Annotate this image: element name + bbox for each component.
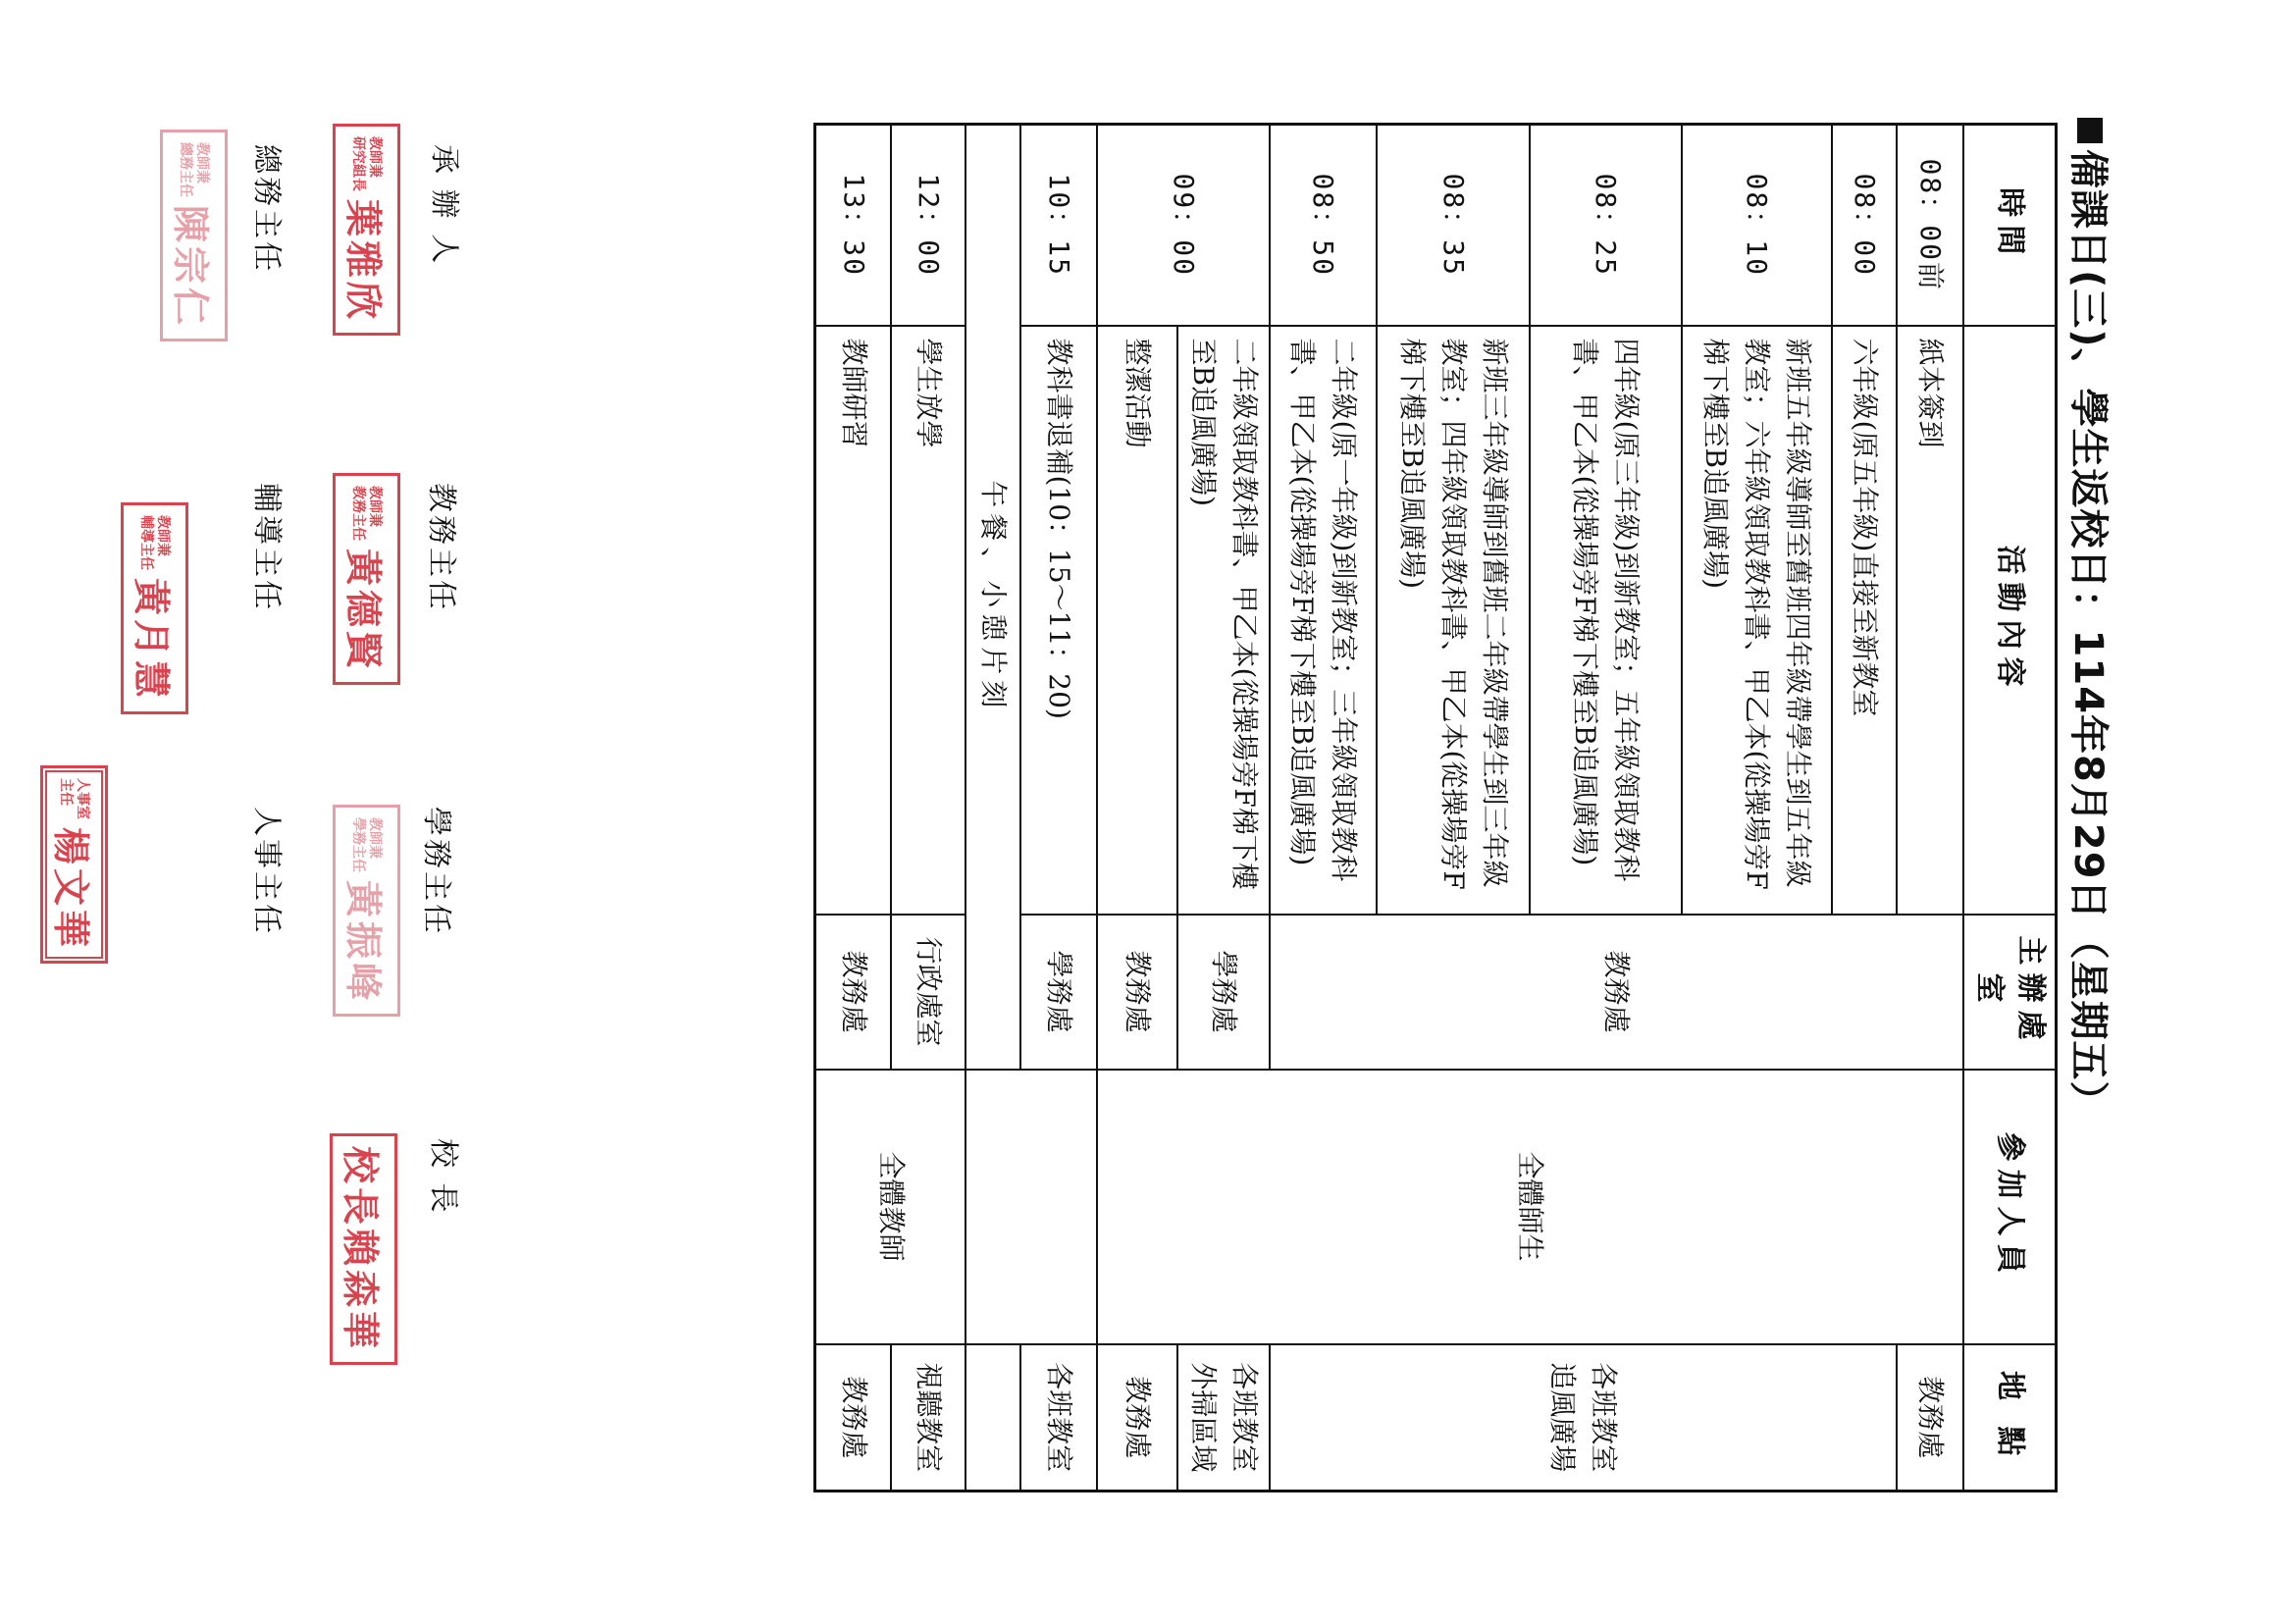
location-cell: 教務處 [1097,1344,1177,1492]
office-cell: 教務處 [1270,915,1963,1070]
signature-label: 教務主任 [424,483,458,612]
signature-label: 輔導主任 [249,483,284,612]
location-cell: 各班教室追風廣場 [1270,1344,1897,1492]
signature-label: 承 辦 人 [427,144,461,267]
signature-label: 學務主任 [419,807,453,936]
time-cell: 08：50 [1270,125,1377,326]
time-cell: 08：25 [1530,125,1682,326]
seal-stamp: 教師兼 研究組長 葉雅欣 [333,124,400,336]
office-cell: 學務處 [1020,915,1097,1070]
seal-stamp: 教師兼 教務主任 黃德賢 [333,473,400,685]
activity-cell: 二年級領取教科書、甲乙本(從操場旁F梯下樓至B追風廣場) [1177,326,1270,915]
page-title: 備課日(三)、學生返校日：114年8月29日（星期五） [2063,118,2119,1122]
seal-stamp: 人事室 主任 楊文華 [40,765,108,964]
activity-cell: 教師研習 [815,326,891,915]
time-cell: 09：00 [1097,125,1270,326]
header-participants: 參加人員 [1963,1070,2057,1344]
office-cell: 教務處 [1097,915,1177,1070]
location-cell: 教務處 [815,1344,891,1492]
activity-cell: 整潔活動 [1097,326,1177,915]
header-office: 主辦處室 [1963,915,2057,1070]
location-cell: 教務處 [1897,1344,1963,1492]
signature-label: 人事主任 [249,807,284,936]
activity-cell: 六年級(原五年級)直接至新教室 [1832,326,1897,915]
time-cell: 13：30 [815,125,891,326]
location-cell: 各班教室外掃區域 [1177,1344,1270,1492]
activity-cell: 新班五年級導師至舊班四年級帶學生到五年級教室；六年級領取教科書、甲乙本(從操場旁F梯下樓至B追風廣場) [1682,326,1832,915]
time-cell: 10：15 [1020,125,1097,326]
activity-cell: 新班三年級導師到舊班二年級帶學生到三年級教室；四年級領取教科書、甲乙本(從操場旁F梯下樓至B追風廣場) [1377,326,1530,915]
seal-stamp: 教師兼 輔導主任 黃月慧 [121,502,188,714]
location-cell: 各班教室 [1020,1344,1097,1492]
office-cell: 行政處室 [891,915,965,1070]
time-cell: 08：10 [1682,125,1832,326]
activity-cell: 教科書退補(10：15～11：20) [1020,326,1097,915]
time-cell: 12：00 [891,125,965,326]
location-cell: 視聽教室 [891,1344,965,1492]
header-time: 時間 [1963,125,2057,326]
office-cell: 教務處 [815,915,891,1070]
seal-stamp: 教師兼 總務主任 陳宗仁 [160,130,228,341]
header-activity: 活動內容 [1963,326,2057,915]
activity-cell: 學生放學 [891,326,965,915]
lunch-break-row: 午餐、小憩片刻 [965,125,1020,1070]
participants-cell: 全體教師 [815,1070,965,1344]
activity-cell: 二年級(原一年級)到新教室；三年級領取教科書、甲乙本(從操場旁F梯下樓至B追風廣場) [1270,326,1377,915]
activity-cell: 紙本簽到 [1897,326,1963,915]
header-location: 地 點 [1963,1344,2057,1492]
office-cell: 學務處 [1177,915,1270,1070]
time-cell: 08：00 [1832,125,1897,326]
participants-cell: 全體師生 [1097,1070,1963,1344]
signature-label: 校 長 [426,1138,460,1216]
time-cell: 08：35 [1377,125,1530,326]
signature-label: 總務主任 [249,144,284,274]
seal-stamp: 校長賴森華 [330,1133,397,1365]
time-cell: 08：00前 [1897,125,1963,326]
activity-cell: 四年級(原三年級)到新教室；五年級領取教科書、甲乙本(從操場旁F梯下樓至B追風廣場) [1530,326,1682,915]
seal-stamp: 教師兼 學務主任 黃振峰 [333,805,400,1017]
